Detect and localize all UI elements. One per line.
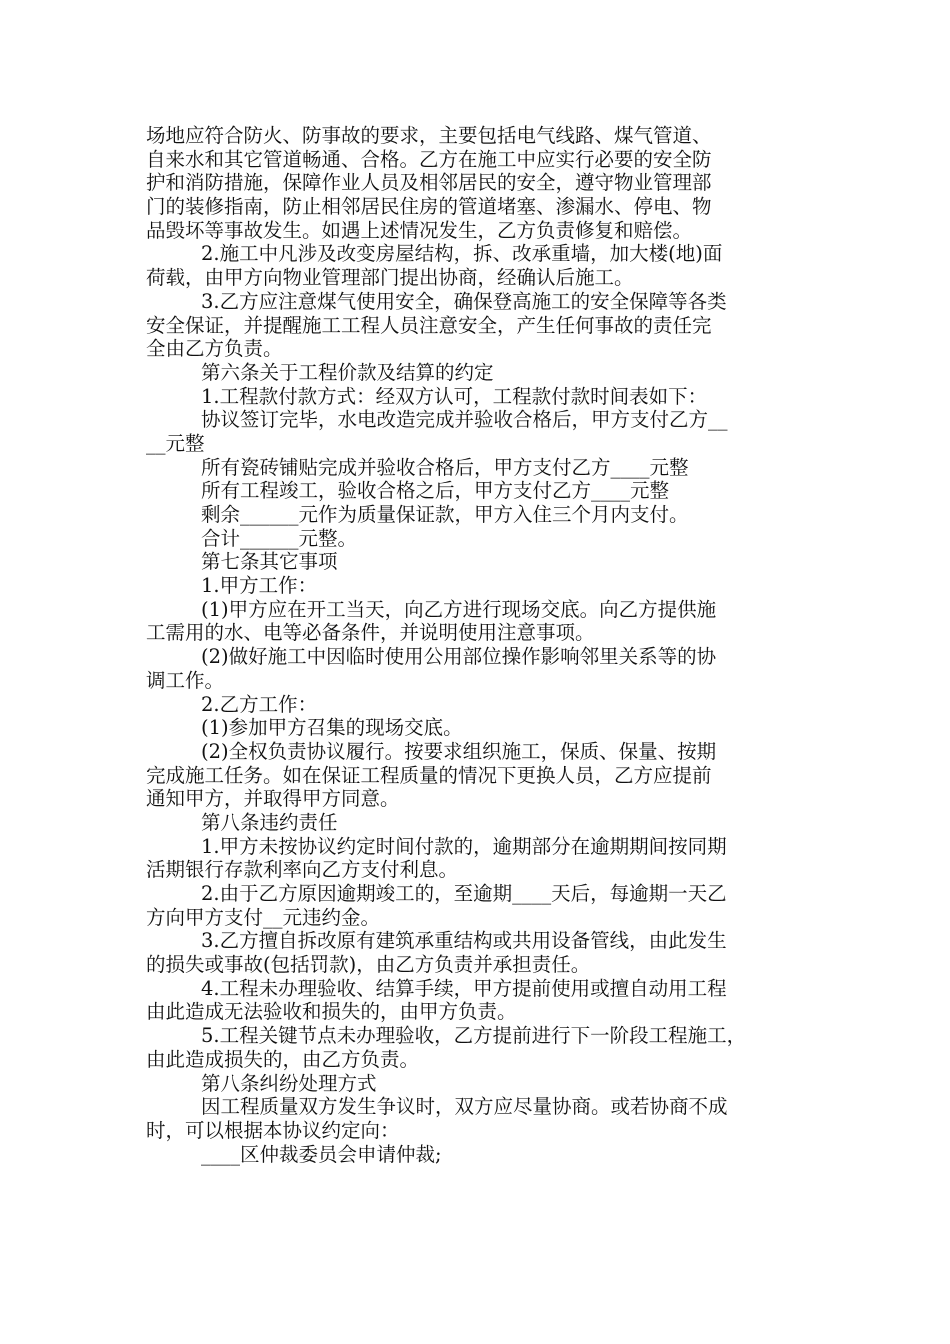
text-line: ____区仲裁委员会申请仲裁; — [201, 1142, 442, 1166]
text-line: 3.乙方擅自拆改原有建筑承重结构或共用设备管线，由此发生 — [201, 929, 727, 953]
text-line: 所有瓷砖铺贴完成并验收合格后，甲方支付乙方____元整 — [201, 455, 689, 479]
text-line: 5.工程关键节点未办理验收，乙方提前进行下一阶段工程施工， — [201, 1024, 747, 1048]
text-line: 通知甲方，并取得甲方同意。 — [146, 787, 400, 811]
text-line: 荷载，由甲方向物业管理部门提出协商，经确认后施工。 — [146, 266, 634, 290]
text-line: 门的装修指南，防止相邻居民住房的管道堵塞、渗漏水、停电、物 — [146, 195, 712, 219]
text-line: 剩余______元作为质量保证款，甲方入住三个月内支付。 — [201, 503, 689, 526]
text-line: 1.甲方工作： — [201, 574, 318, 598]
text-line: 2.施工中凡涉及改变房屋结构，拆、改承重墙，加大楼(地)面 — [201, 242, 723, 266]
text-line: 合计______元整。 — [201, 526, 358, 550]
text-line: 安全保证，并提醒施工工程人员注意安全，产生任何事故的责任完 — [146, 313, 712, 337]
text-line: (1)甲方应在开工当天，向乙方进行现场交底。向乙方提供施 — [201, 597, 717, 621]
text-line: 4.工程未办理验收、结算手续，甲方提前使用或擅自动用工程 — [201, 976, 727, 1000]
text-line: 工需用的水、电等必备条件，并说明使用注意事项。 — [146, 621, 595, 645]
text-line: 2.乙方工作： — [201, 692, 318, 716]
text-line: 1.工程款付款方式：经双方认可，工程款付款时间表如下： — [201, 384, 708, 408]
text-line: 协议签订完毕，水电改造完成并验收合格后，甲方支付乙方__ — [201, 408, 728, 432]
text-line: 方向甲方支付__元违约金。 — [146, 905, 381, 929]
text-line: (2)全权负责协议履行。按要求组织施工，保质、保量、按期 — [201, 739, 717, 763]
text-line: 品毁坏等事故发生。如遇上述情况发生，乙方负责修复和赔偿。 — [146, 218, 693, 242]
text-line: 的损失或事故(包括罚款)，由乙方负责并承担责任。 — [146, 953, 591, 977]
text-line: 时，可以根据本协议约定向： — [146, 1118, 400, 1142]
text-line: 所有工程竣工，验收合格之后，甲方支付乙方____元整 — [201, 479, 670, 503]
text-line: (1)参加甲方召集的现场交底。 — [201, 716, 463, 740]
text-line: 第七条其它事项 — [201, 550, 338, 574]
text-line: 由此造成损失的，由乙方负责。 — [146, 1047, 420, 1071]
text-line: 自来水和其它管道畅通、合格。乙方在施工中应实行必要的安全防 — [146, 147, 712, 171]
text-line: 由此造成无法验收和损失的，由甲方负责。 — [146, 1000, 517, 1024]
text-line: 护和消防措施，保障作业人员及相邻居民的安全，遵守物业管理部 — [146, 171, 712, 195]
text-line: 活期银行存款利率向乙方支付利息。 — [146, 858, 459, 882]
text-line: 1.甲方未按协议约定时间付款的，逾期部分在逾期期间按同期 — [201, 834, 727, 858]
text-line: 第八条违约责任 — [201, 810, 338, 834]
text-line: __元整 — [146, 431, 205, 455]
document-body — [146, 124, 806, 1166]
text-line: 因工程质量双方发生争议时，双方应尽量协商。或若协商不成 — [201, 1095, 728, 1119]
text-line: 第六条关于工程价款及结算的约定 — [201, 360, 494, 384]
text-line: 完成施工任务。如在保证工程质量的情况下更换人员，乙方应提前 — [146, 763, 712, 787]
text-line: 场地应符合防火、防事故的要求，主要包括电气线路、煤气管道、 — [146, 124, 712, 147]
text-line: 调工作。 — [146, 668, 225, 692]
text-line: 全由乙方负责。 — [146, 337, 283, 361]
text-line: 第八条纠纷处理方式 — [201, 1071, 377, 1095]
text-line: (2)做好施工中因临时使用公用部位操作影响邻里关系等的协 — [201, 645, 717, 669]
text-line: 2.由于乙方原因逾期竣工的，至逾期____天后，每逾期一天乙 — [201, 882, 727, 905]
text-line: 3.乙方应注意煤气使用安全，确保登高施工的安全保障等各类 — [201, 289, 727, 313]
